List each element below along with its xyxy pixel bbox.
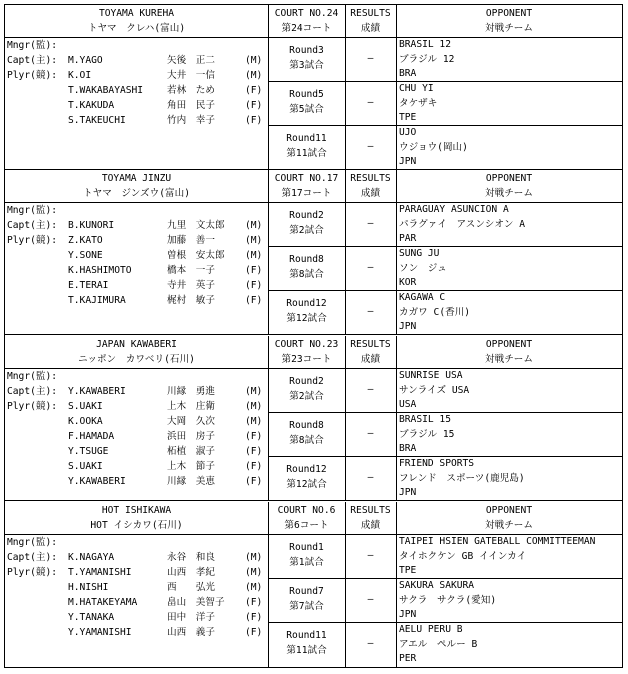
team-block bbox=[5, 170, 622, 335]
player-gender: (F) bbox=[245, 100, 263, 111]
player-name-jp: 浜田 房子 bbox=[167, 431, 215, 442]
opponent-name: KAGAWA C bbox=[399, 292, 446, 303]
opponent-name: AELU PERU B bbox=[399, 624, 463, 635]
player-name: B.KUNORI bbox=[68, 220, 115, 231]
round-label: Round5 bbox=[289, 89, 324, 100]
round-label: Round1 bbox=[289, 542, 324, 553]
player-name-jp: 九里 文太郎 bbox=[167, 220, 225, 231]
player-gender: (M) bbox=[245, 220, 263, 231]
player-name-jp: 西 弘光 bbox=[167, 582, 215, 593]
player-gender: (M) bbox=[245, 235, 263, 246]
player-name-jp: 橋本 一子 bbox=[167, 265, 215, 276]
round-label: Round8 bbox=[289, 420, 324, 431]
opponent-name: FRIEND SPORTS bbox=[399, 458, 475, 469]
player-gender: (F) bbox=[245, 627, 263, 638]
opponent-country: JPN bbox=[399, 609, 417, 620]
player-name-jp: 大井 一信 bbox=[167, 70, 215, 81]
player-gender: (F) bbox=[245, 280, 263, 291]
round-label: Round11 bbox=[286, 630, 327, 641]
result-value: ― bbox=[367, 638, 374, 649]
round-label: Round2 bbox=[289, 210, 324, 221]
player-gender: (F) bbox=[245, 446, 263, 457]
results-header: RESULTS bbox=[350, 8, 391, 19]
opponent-header-jp: 対戦チーム bbox=[485, 520, 533, 531]
team-name-jp: ニッポン カワベリ(石川) bbox=[78, 354, 195, 365]
player-name: Y.KAWABERI bbox=[68, 476, 126, 487]
opponent-name-jp: アエル ペルー B bbox=[399, 638, 478, 650]
player-name-jp: 川縁 勇進 bbox=[167, 386, 215, 397]
role-label-manager: Mngr(監): bbox=[7, 40, 58, 51]
result-value: ― bbox=[367, 384, 374, 395]
round-label: Round2 bbox=[289, 376, 324, 387]
opponent-name: SAKURA SAKURA bbox=[399, 580, 475, 591]
result-value: ― bbox=[367, 550, 374, 561]
player-name-jp: 大岡 久次 bbox=[167, 416, 215, 427]
player-name-jp: 上木 節子 bbox=[167, 461, 215, 472]
opponent-name-jp: ウジョウ(岡山) bbox=[399, 141, 468, 153]
role-label-captain: Capt(主): bbox=[7, 386, 58, 397]
opponent-name: TAIPEI HSIEN GATEBALL COMMITTEEMAN bbox=[399, 536, 596, 547]
opponent-country: JPN bbox=[399, 156, 417, 167]
team-name-en: TOYAMA KUREHA bbox=[98, 8, 175, 19]
player-gender: (F) bbox=[245, 115, 263, 126]
opponent-country: KOR bbox=[399, 277, 417, 288]
opponent-name-jp: ソン ジュ bbox=[399, 262, 447, 274]
opponent-name-jp: サンライズ USA bbox=[399, 384, 470, 396]
results-header-jp: 成績 bbox=[360, 354, 381, 365]
round-label-jp: 第11試合 bbox=[286, 148, 327, 159]
player-name-jp: 寺井 英子 bbox=[167, 280, 215, 291]
results-header-jp: 成績 bbox=[360, 520, 381, 531]
role-label-manager: Mngr(監): bbox=[7, 537, 58, 548]
player-name: T.WAKABAYASHI bbox=[68, 85, 144, 96]
results-header-jp: 成績 bbox=[360, 23, 381, 34]
team-name-jp: HOT イシカワ(石川) bbox=[90, 520, 183, 531]
role-label-manager: Mngr(監): bbox=[7, 205, 58, 216]
player-gender: (F) bbox=[245, 461, 263, 472]
court-number: COURT NO.24 bbox=[274, 8, 339, 19]
round-label-jp: 第8試合 bbox=[289, 435, 324, 446]
player-name: S.TAKEUCHI bbox=[68, 115, 126, 126]
court-number-jp: 第23コート bbox=[281, 354, 332, 365]
round-label-jp: 第1試合 bbox=[289, 557, 324, 568]
player-name: K.OOKA bbox=[68, 416, 103, 427]
player-name-jp: 山西 義子 bbox=[167, 627, 215, 638]
player-name-jp: 加藤 善一 bbox=[167, 235, 215, 246]
round-label-jp: 第12試合 bbox=[286, 313, 327, 324]
opponent-name: SUNG JU bbox=[399, 248, 440, 259]
round-label-jp: 第2試合 bbox=[289, 391, 324, 402]
opponent-country: USA bbox=[399, 399, 417, 410]
opponent-header: OPPONENT bbox=[485, 505, 533, 516]
player-name: Y.SONE bbox=[68, 250, 103, 261]
team-block bbox=[5, 502, 622, 668]
court-number-jp: 第17コート bbox=[281, 188, 332, 199]
opponent-name-jp: ブラジル 15 bbox=[399, 428, 455, 440]
court-number: COURT NO.6 bbox=[277, 505, 336, 516]
round-label-jp: 第12試合 bbox=[286, 479, 327, 490]
player-gender: (M) bbox=[245, 70, 263, 81]
team-name-jp: トヤマ ジンズウ(富山) bbox=[83, 188, 190, 199]
results-header: RESULTS bbox=[350, 173, 391, 184]
opponent-country: JPN bbox=[399, 487, 417, 498]
result-value: ― bbox=[367, 218, 374, 229]
role-label-player: Plyr(競): bbox=[7, 235, 58, 246]
round-label: Round12 bbox=[286, 464, 327, 475]
player-name: S.UAKI bbox=[68, 401, 103, 412]
player-name: H.NISHI bbox=[68, 582, 109, 593]
round-label: Round12 bbox=[286, 298, 327, 309]
player-name: Y.TSUGE bbox=[68, 446, 109, 457]
round-label-jp: 第3試合 bbox=[289, 60, 324, 71]
opponent-name-jp: タイホクケン GB イインカイ bbox=[399, 550, 527, 562]
team-block bbox=[5, 5, 622, 170]
opponent-header-jp: 対戦チーム bbox=[485, 23, 533, 34]
player-name: F.HAMADA bbox=[68, 431, 115, 442]
opponent-country: PAR bbox=[399, 233, 417, 244]
player-gender: (F) bbox=[245, 431, 263, 442]
results-header: RESULTS bbox=[350, 505, 391, 516]
player-gender: (F) bbox=[245, 597, 263, 608]
court-number: COURT NO.23 bbox=[274, 339, 339, 350]
round-label: Round11 bbox=[286, 133, 327, 144]
player-name-jp: 田中 洋子 bbox=[167, 612, 215, 623]
round-label-jp: 第11試合 bbox=[286, 645, 327, 656]
player-gender: (M) bbox=[245, 401, 263, 412]
round-divider bbox=[268, 246, 622, 247]
player-name-jp: 永谷 和良 bbox=[167, 552, 215, 563]
opponent-header: OPPONENT bbox=[485, 173, 533, 184]
opponent-country: BRA bbox=[399, 443, 417, 454]
player-name-jp: 若林 ため bbox=[167, 85, 215, 96]
role-label-player: Plyr(競): bbox=[7, 401, 58, 412]
result-value: ― bbox=[367, 53, 374, 64]
round-label: Round8 bbox=[289, 254, 324, 265]
opponent-name: BRASIL 15 bbox=[399, 414, 451, 425]
player-name: T.KAJIMURA bbox=[68, 295, 126, 306]
opponent-name: SUNRISE USA bbox=[399, 370, 463, 381]
results-header: RESULTS bbox=[350, 339, 391, 350]
opponent-header-jp: 対戦チーム bbox=[485, 354, 533, 365]
role-label-player: Plyr(競): bbox=[7, 70, 58, 81]
opponent-country: TPE bbox=[399, 565, 417, 576]
player-gender: (M) bbox=[245, 55, 263, 66]
result-value: ― bbox=[367, 262, 374, 273]
opponent-name: PARAGUAY ASUNCION A bbox=[399, 204, 509, 215]
player-name: T.YAMANISHI bbox=[68, 567, 132, 578]
player-name-jp: 上木 庄衛 bbox=[167, 401, 215, 412]
team-name-en: HOT ISHIKAWA bbox=[101, 505, 172, 516]
opponent-name: BRASIL 12 bbox=[399, 39, 451, 50]
opponent-header: OPPONENT bbox=[485, 339, 533, 350]
role-label-player: Plyr(競): bbox=[7, 567, 58, 578]
opponent-country: TPE bbox=[399, 112, 417, 123]
role-label-captain: Capt(主): bbox=[7, 552, 58, 563]
opponent-name-jp: サクラ サクラ(愛知) bbox=[399, 594, 497, 606]
player-gender: (F) bbox=[245, 85, 263, 96]
player-name: Y.TANAKA bbox=[68, 612, 115, 623]
opponent-header-jp: 対戦チーム bbox=[485, 188, 533, 199]
team-name-jp: トヤマ クレハ(富山) bbox=[87, 23, 186, 34]
player-name: M.YAGO bbox=[68, 55, 103, 66]
opponent-country: PER bbox=[399, 653, 417, 664]
court-number: COURT NO.17 bbox=[274, 173, 339, 184]
court-number-jp: 第6コート bbox=[284, 520, 329, 531]
round-label-jp: 第7試合 bbox=[289, 601, 324, 612]
player-name: Z.KATO bbox=[68, 235, 103, 246]
player-name: S.UAKI bbox=[68, 461, 103, 472]
round-label-jp: 第2試合 bbox=[289, 225, 324, 236]
round-label: Round7 bbox=[289, 586, 324, 597]
opponent-name: CHU YI bbox=[399, 83, 434, 94]
team-name-en: JAPAN KAWABERI bbox=[96, 339, 177, 350]
result-value: ― bbox=[367, 141, 374, 152]
team-block bbox=[5, 336, 622, 501]
round-divider bbox=[268, 125, 622, 126]
opponent-country: BRA bbox=[399, 68, 417, 79]
player-gender: (M) bbox=[245, 416, 263, 427]
player-gender: (M) bbox=[245, 386, 263, 397]
player-name-jp: 竹内 幸子 bbox=[167, 115, 215, 126]
round-divider bbox=[268, 81, 622, 82]
player-name: K.NAGAYA bbox=[68, 552, 115, 563]
round-label-jp: 第5試合 bbox=[289, 104, 324, 115]
player-name: T.KAKUDA bbox=[68, 100, 115, 111]
player-gender: (M) bbox=[245, 250, 263, 261]
role-label-manager: Mngr(監): bbox=[7, 371, 58, 382]
player-name: Y.KAWABERI bbox=[68, 386, 126, 397]
player-gender: (M) bbox=[245, 582, 263, 593]
result-value: ― bbox=[367, 594, 374, 605]
opponent-header: OPPONENT bbox=[485, 8, 533, 19]
team-schedule-table bbox=[4, 4, 623, 668]
opponent-country: JPN bbox=[399, 321, 417, 332]
result-value: ― bbox=[367, 306, 374, 317]
opponent-name: UJO bbox=[399, 127, 417, 138]
player-gender: (F) bbox=[245, 265, 263, 276]
player-name: K.HASHIMOTO bbox=[68, 265, 132, 276]
role-label-captain: Capt(主): bbox=[7, 220, 58, 231]
player-name-jp: 角田 民子 bbox=[167, 100, 215, 111]
player-gender: (F) bbox=[245, 295, 263, 306]
result-value: ― bbox=[367, 428, 374, 439]
player-name-jp: 梶村 敏子 bbox=[167, 295, 215, 306]
player-name-jp: 畠山 美智子 bbox=[167, 597, 225, 608]
results-header-jp: 成績 bbox=[360, 188, 381, 199]
player-gender: (M) bbox=[245, 567, 263, 578]
player-name: K.OI bbox=[68, 70, 92, 81]
round-label-jp: 第8試合 bbox=[289, 269, 324, 280]
player-name-jp: 矢後 正二 bbox=[167, 55, 215, 66]
player-name: E.TERAI bbox=[68, 280, 109, 291]
opponent-name-jp: フレンド スポーツ(鹿児島) bbox=[399, 472, 525, 484]
player-name: M.HATAKEYAMA bbox=[68, 597, 138, 608]
player-gender: (F) bbox=[245, 612, 263, 623]
opponent-name-jp: ブラジル 12 bbox=[399, 53, 455, 65]
player-name-jp: 川縁 美恵 bbox=[167, 476, 215, 487]
court-number-jp: 第24コート bbox=[281, 23, 332, 34]
result-value: ― bbox=[367, 97, 374, 108]
role-label-captain: Capt(主): bbox=[7, 55, 58, 66]
result-value: ― bbox=[367, 472, 374, 483]
player-name: Y.YAMANISHI bbox=[68, 627, 132, 638]
team-name-en: TOYAMA JINZU bbox=[101, 173, 172, 184]
opponent-name-jp: タケザキ bbox=[399, 97, 438, 109]
opponent-name-jp: パラグァイ アスンシオン A bbox=[399, 218, 526, 230]
player-gender: (F) bbox=[245, 476, 263, 487]
player-name-jp: 柘植 淑子 bbox=[167, 446, 215, 457]
player-gender: (M) bbox=[245, 552, 263, 563]
opponent-name-jp: カガワ C(香川) bbox=[399, 306, 471, 318]
player-name-jp: 山西 孝紀 bbox=[167, 567, 215, 578]
player-name-jp: 曽根 安太郎 bbox=[167, 250, 225, 261]
round-label: Round3 bbox=[289, 45, 324, 56]
